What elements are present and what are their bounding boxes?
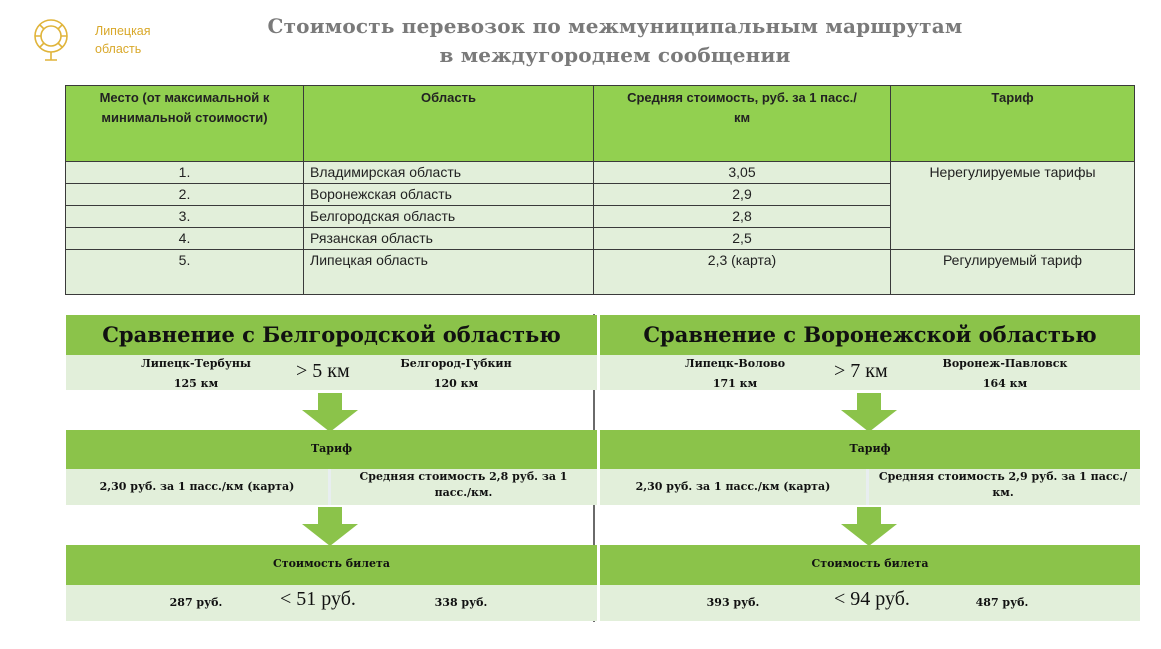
cell-place: 3. (66, 206, 304, 228)
routes-band (66, 355, 597, 390)
ticket-right: 338 руб. (434, 596, 488, 609)
table-row (66, 250, 1135, 295)
route-left: Липецк-Тербуны 125 км (141, 357, 251, 390)
cell-region: Воронежская область (304, 184, 594, 206)
tariff-label: Тариф (849, 442, 891, 455)
cell-place: 4. (66, 228, 304, 250)
cell-cost: 2,9 (594, 184, 891, 206)
comparison-belgorod (66, 315, 597, 621)
cell-region: Владимирская область (304, 162, 594, 184)
routes-band (600, 355, 1140, 390)
page-title-line2: в междугороднем сообщении (439, 43, 791, 67)
page-title (220, 12, 1010, 70)
logo-line2: область (95, 42, 142, 56)
header-cost: Средняя стоимость, руб. за 1 пасс./км (594, 86, 891, 162)
cell-place: 1. (66, 162, 304, 184)
tariff-bar (66, 430, 597, 469)
table-row (66, 162, 1135, 184)
header-place: Место (от максимальной к минимальной стоимости) (66, 86, 304, 162)
tariff-label: Тариф (310, 442, 353, 455)
route-left: Липецк-Волово 171 км (684, 357, 786, 390)
cell-cost: 2,8 (594, 206, 891, 228)
ticket-band (66, 585, 597, 621)
cell-tariff-unregulated: Нерегулируемые тарифы (891, 162, 1135, 250)
cell-cost: 2,3 (карта) (594, 250, 891, 295)
tariff-right: Средняя стоимость 2,9 руб. за 1 пасс./ км. (878, 470, 1128, 499)
comparison-title: Сравнение с Воронежской областью (600, 315, 1140, 355)
ticket-label: Стоимость билета (273, 557, 390, 570)
cell-region: Рязанская область (304, 228, 594, 250)
tariff-right: Средняя стоимость 2,8 руб. за 1 пасс./км. (359, 470, 568, 499)
header-tariff: Тариф (891, 86, 1135, 162)
route-right: Воронеж-Павловск 164 км (942, 357, 1068, 390)
ticket-bar (66, 545, 597, 585)
tariff-left: 2,30 руб. за 1 пасс./км (карта) (99, 480, 295, 493)
cell-place: 5. (66, 250, 304, 295)
tariff-band (66, 469, 597, 505)
ticket-difference: < 94 руб. (834, 588, 910, 610)
ticket-band (600, 585, 1140, 621)
cell-cost: 2,5 (594, 228, 891, 250)
ticket-difference: < 51 руб. (280, 588, 356, 610)
cell-tariff-regulated: Регулируемый тариф (891, 250, 1135, 295)
cell-region: Белгородская область (304, 206, 594, 228)
route-right: Белгород-Губкин 120 км (400, 357, 512, 390)
cell-cost: 3,05 (594, 162, 891, 184)
ticket-bar (600, 545, 1140, 585)
ticket-left: 393 руб. (706, 596, 760, 609)
tariff-bar (600, 430, 1140, 469)
region-emblem-icon (28, 16, 74, 62)
cell-place: 2. (66, 184, 304, 206)
logo-text (95, 22, 175, 58)
page-title-line1: Стоимость перевозок по межмуниципальным маршрутам (267, 14, 963, 38)
ticket-left: 287 руб. (169, 596, 223, 609)
logo-line1: Липецкая (95, 24, 151, 38)
route-difference: > 5 км (296, 360, 350, 382)
cell-region: Липецкая область (304, 250, 594, 295)
comparison-title: Сравнение с Белгородской областью (66, 315, 597, 355)
header-region: Область (304, 86, 594, 162)
tariff-left: 2,30 руб. за 1 пасс./км (карта) (635, 480, 831, 493)
tariff-table (65, 85, 1135, 295)
ticket-right: 487 руб. (975, 596, 1029, 609)
ticket-label: Стоимость билета (811, 557, 929, 570)
comparison-voronezh (600, 315, 1140, 621)
tariff-band (600, 469, 1140, 505)
route-difference: > 7 км (834, 360, 888, 382)
